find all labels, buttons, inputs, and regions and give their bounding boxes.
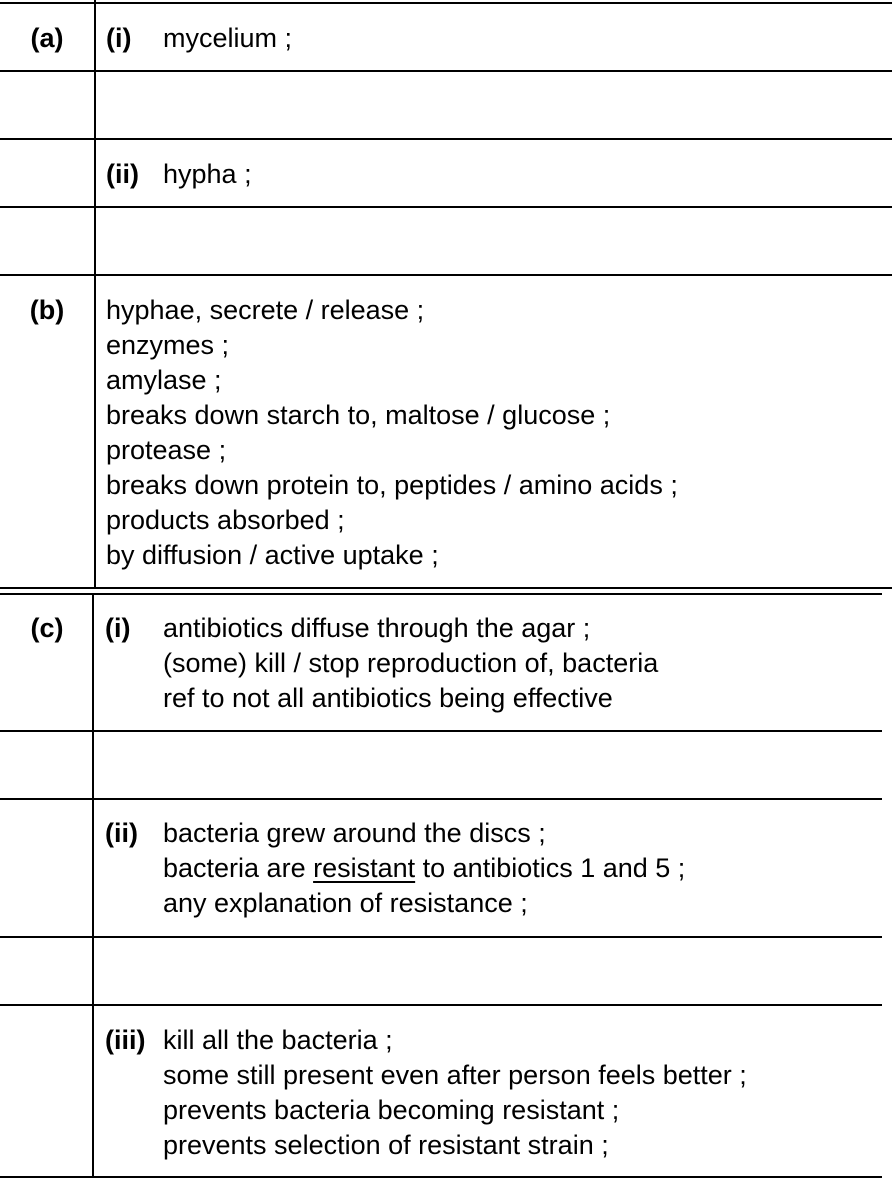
answer-line: kill all the bacteria ; [163, 1025, 393, 1055]
answer-line [163, 851, 685, 886]
answer-line: hyphae, secrete / release ; [106, 295, 425, 325]
answer-line: antibiotics diffuse through the agar ; [163, 613, 591, 643]
answer-text: bacteria are [163, 853, 314, 883]
row-divider [0, 730, 882, 732]
subpart-label-a-ii: (ii) [106, 159, 139, 189]
column-divider [92, 593, 94, 1178]
answer-line: prevents selection of resistant strain ; [163, 1130, 609, 1160]
row-divider [0, 798, 882, 800]
row-divider [0, 138, 892, 140]
answer-line: protease ; [106, 435, 227, 465]
row-divider [0, 936, 882, 938]
subpart-label-c-iii: (iii) [105, 1025, 146, 1055]
answer-b [106, 293, 678, 573]
answer-line: enzymes ; [106, 330, 230, 360]
part-label-a: (a) [30, 23, 64, 53]
answer-line: prevents bacteria becoming resistant ; [163, 1095, 620, 1125]
answer-line: breaks down protein to, peptides / amino acids ; [106, 470, 678, 500]
row-divider [0, 274, 892, 276]
answer-line: (some) kill / stop reproduction of, bacteria [163, 648, 659, 678]
row-divider [0, 587, 892, 589]
answer-c-ii [163, 816, 685, 921]
subpart-label-c-ii: (ii) [105, 818, 138, 848]
answer-text: to antibiotics 1 and 5 ; [415, 853, 686, 883]
row-divider [0, 2, 892, 4]
row-divider [0, 206, 892, 208]
answer-line: by diffusion / active uptake ; [106, 540, 439, 570]
answer-line: mycelium ; [163, 23, 293, 53]
row-divider [0, 1004, 882, 1006]
answer-line: ref to not all antibiotics being effective [163, 683, 613, 713]
answer-line: bacteria grew around the discs ; [163, 818, 546, 848]
row-divider [0, 70, 892, 72]
part-label-c: (c) [30, 613, 64, 643]
answer-c-i [163, 611, 658, 716]
answer-line: hypha ; [163, 159, 252, 189]
answer-c-iii [163, 1023, 747, 1163]
row-divider [0, 1176, 882, 1178]
column-divider [94, 0, 96, 589]
subpart-label-a-i: (i) [106, 23, 132, 53]
row-divider [0, 593, 882, 595]
answer-line: breaks down starch to, maltose / glucose ; [106, 400, 611, 430]
answer-line: any explanation of resistance ; [163, 888, 528, 918]
answer-line: some still present even after person feels better ; [163, 1060, 747, 1090]
subpart-label-c-i: (i) [105, 613, 131, 643]
underlined-keyword: resistant [313, 853, 416, 883]
answer-a-i [163, 21, 292, 56]
part-label-b: (b) [29, 295, 65, 325]
answer-line: amylase ; [106, 365, 222, 395]
answer-a-ii [163, 157, 252, 192]
answer-line: products absorbed ; [106, 505, 345, 535]
